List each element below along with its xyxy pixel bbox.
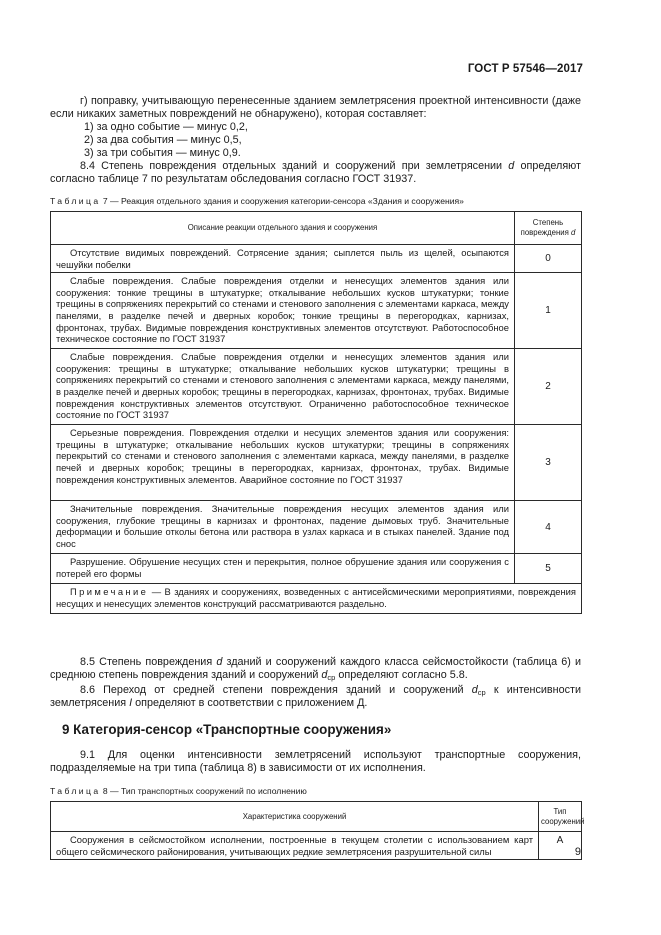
table7-header-grade: Степень повреждения d — [515, 212, 582, 245]
table7-note: Примечание — В зданиях и сооружениях, возведенных с антисейсмическими мероприятиями, повреждения несущих и ненесущих элементов конструкций рассматриваются раздельно. — [51, 584, 582, 614]
section-heading: 9 Категория-сенсор «Транспортные сооружения» — [62, 722, 392, 737]
table-8 — [50, 801, 585, 860]
paragraph-8-5: 8.5 Степень повреждения d зданий и сооружений каждого класса сейсмостойкости (таблица 6) и среднюю степень повреждения зданий и сооружений $d_{ср}$ определяют согласно 5.8. — [50, 656, 581, 682]
page-number: 9 — [574, 846, 581, 858]
table-cell-description: Серьезные повреждения. Повреждения отделки и несущих элементов здания или сооружения: трещины в штукатурке; откалывание небольших кусков штукатурки; трещины в сопряжениях перекрытий со стенами и стенового заполнения с элементами каркаса, между панелями, в разделке печей и дверных коробок; трещины в перегородках, карнизах, фронтонах, трубах. Видимые повреждения конструктивных элементов. Аварийное состояние по ГОСТ 31937 — [51, 425, 515, 501]
paragraph-8-4: 8.4 Степень повреждения отдельных зданий и сооружений при землетрясении d определяют согласно таблице 7 по результатам обследования согласно ГОСТ 31937. — [50, 160, 581, 185]
table-row — [51, 832, 582, 860]
table-cell-grade: 5 — [515, 554, 582, 584]
table-cell-grade: 3 — [515, 425, 582, 501]
paragraph-9-1: 9.1 Для оценки интенсивности землетрясений используют транспортные сооружения, подразделяемые на три типа (таблица 8) в зависимости от их исполнения. — [50, 749, 581, 774]
table-cell-description: Сооружения в сейсмостойком исполнении, построенные в текущем столетии с использованием карт общего сейсмического районирования, учитывающих редкие землетрясения разрушительной силы — [51, 832, 539, 860]
table-cell-grade: 0 — [515, 245, 582, 273]
paragraph-correction: г) поправку, учитывающую перенесенные зданием землетрясения проектной интенсивности (даже если никаких заметных повреждений не обнаружено), которая составляет: — [50, 95, 581, 120]
table-cell-description: Слабые повреждения. Слабые повреждения отделки и ненесущих элементов здания или сооружения: трещины в штукатурке; откалывание небольших кусков штукатурки; трещины в сопряжениях перекрытий со стенами и стенового заполнения с элементами каркаса, между панелями, в разделке печей и дверных коробок; трещины в перегородках, карнизах, фронтонах, трубах. Видимые повреждения конструктивных элементов отсутствуют. Ограниченно работоспособное техническое состояние по ГОСТ 31937 — [51, 349, 515, 425]
table-row — [51, 501, 582, 554]
table-cell-grade: 1 — [515, 273, 582, 349]
table-row — [51, 554, 582, 584]
table-cell-description: Отсутствие видимых повреждений. Сотрясение здания; сыплется пыль из щелей, осыпаются чешуйки побелки — [51, 245, 515, 273]
list-item: 2) за два события — минус 0,5, — [84, 134, 242, 146]
table8-header-characteristics: Характеристика сооружений — [51, 802, 539, 832]
document-id: ГОСТ Р 57546—2017 — [467, 63, 583, 75]
table-row — [51, 245, 582, 273]
list-item: 3) за три события — минус 0,9. — [84, 147, 241, 159]
table-row — [51, 273, 582, 349]
table-cell-description: Слабые повреждения. Слабые повреждения отделки и ненесущих элементов здания или сооружения: тонкие трещины в штукатурке; откалывание небольших кусков штукатурки; тонкие трещины в сопряжениях перекрытий со стенами и стенового заполнения с элементами каркаса, между панелями, в разделке печей и дверных коробок; тонкие трещины в перегородках, карнизах, фронтонах, трубах. Видимые повреждения конструктивных элементов отсутствуют. Работоспособное техническое состояние по ГОСТ 31937 — [51, 273, 515, 349]
table7-note-row — [51, 584, 582, 614]
list-item: 1) за одно событие — минус 0,2, — [84, 121, 248, 133]
table-cell-description: Разрушение. Обрушение несущих стен и перекрытия, полное обрушение здания или сооружения с потерей его формы — [51, 554, 515, 584]
table7-caption: Таблица 7 — Реакция отдельного здания и сооружения категории-сенсора «Здания и сооружения» — [50, 196, 464, 206]
table8-header-type: Тип сооружений — [539, 802, 582, 832]
table-cell-grade: 4 — [515, 501, 582, 554]
table-cell-type: А — [539, 832, 582, 860]
paragraph-8-6: 8.6 Переход от средней степени повреждения зданий и сооружений $d_{ср}$ к интенсивности землетрясения I определяют в соответствии с приложением Д. — [50, 684, 581, 709]
table-7 — [50, 211, 582, 614]
table-row — [51, 425, 582, 501]
table7-header-description: Описание реакции отдельного здания и сооружения — [51, 212, 515, 245]
table-cell-description: Значительные повреждения. Значительные повреждения несущих элементов здания или сооружения, глубокие трещины в карнизах и фронтонах, падение дымовых труб. Значительные деформации и большие отколы бетона или раствора в узлах каркаса и в стыках панелей. Здание под снос — [51, 501, 515, 554]
table8-caption: Таблица 8 — Тип транспортных сооружений по исполнению — [50, 786, 307, 796]
table-cell-grade: 2 — [515, 349, 582, 425]
table-row — [51, 349, 582, 425]
